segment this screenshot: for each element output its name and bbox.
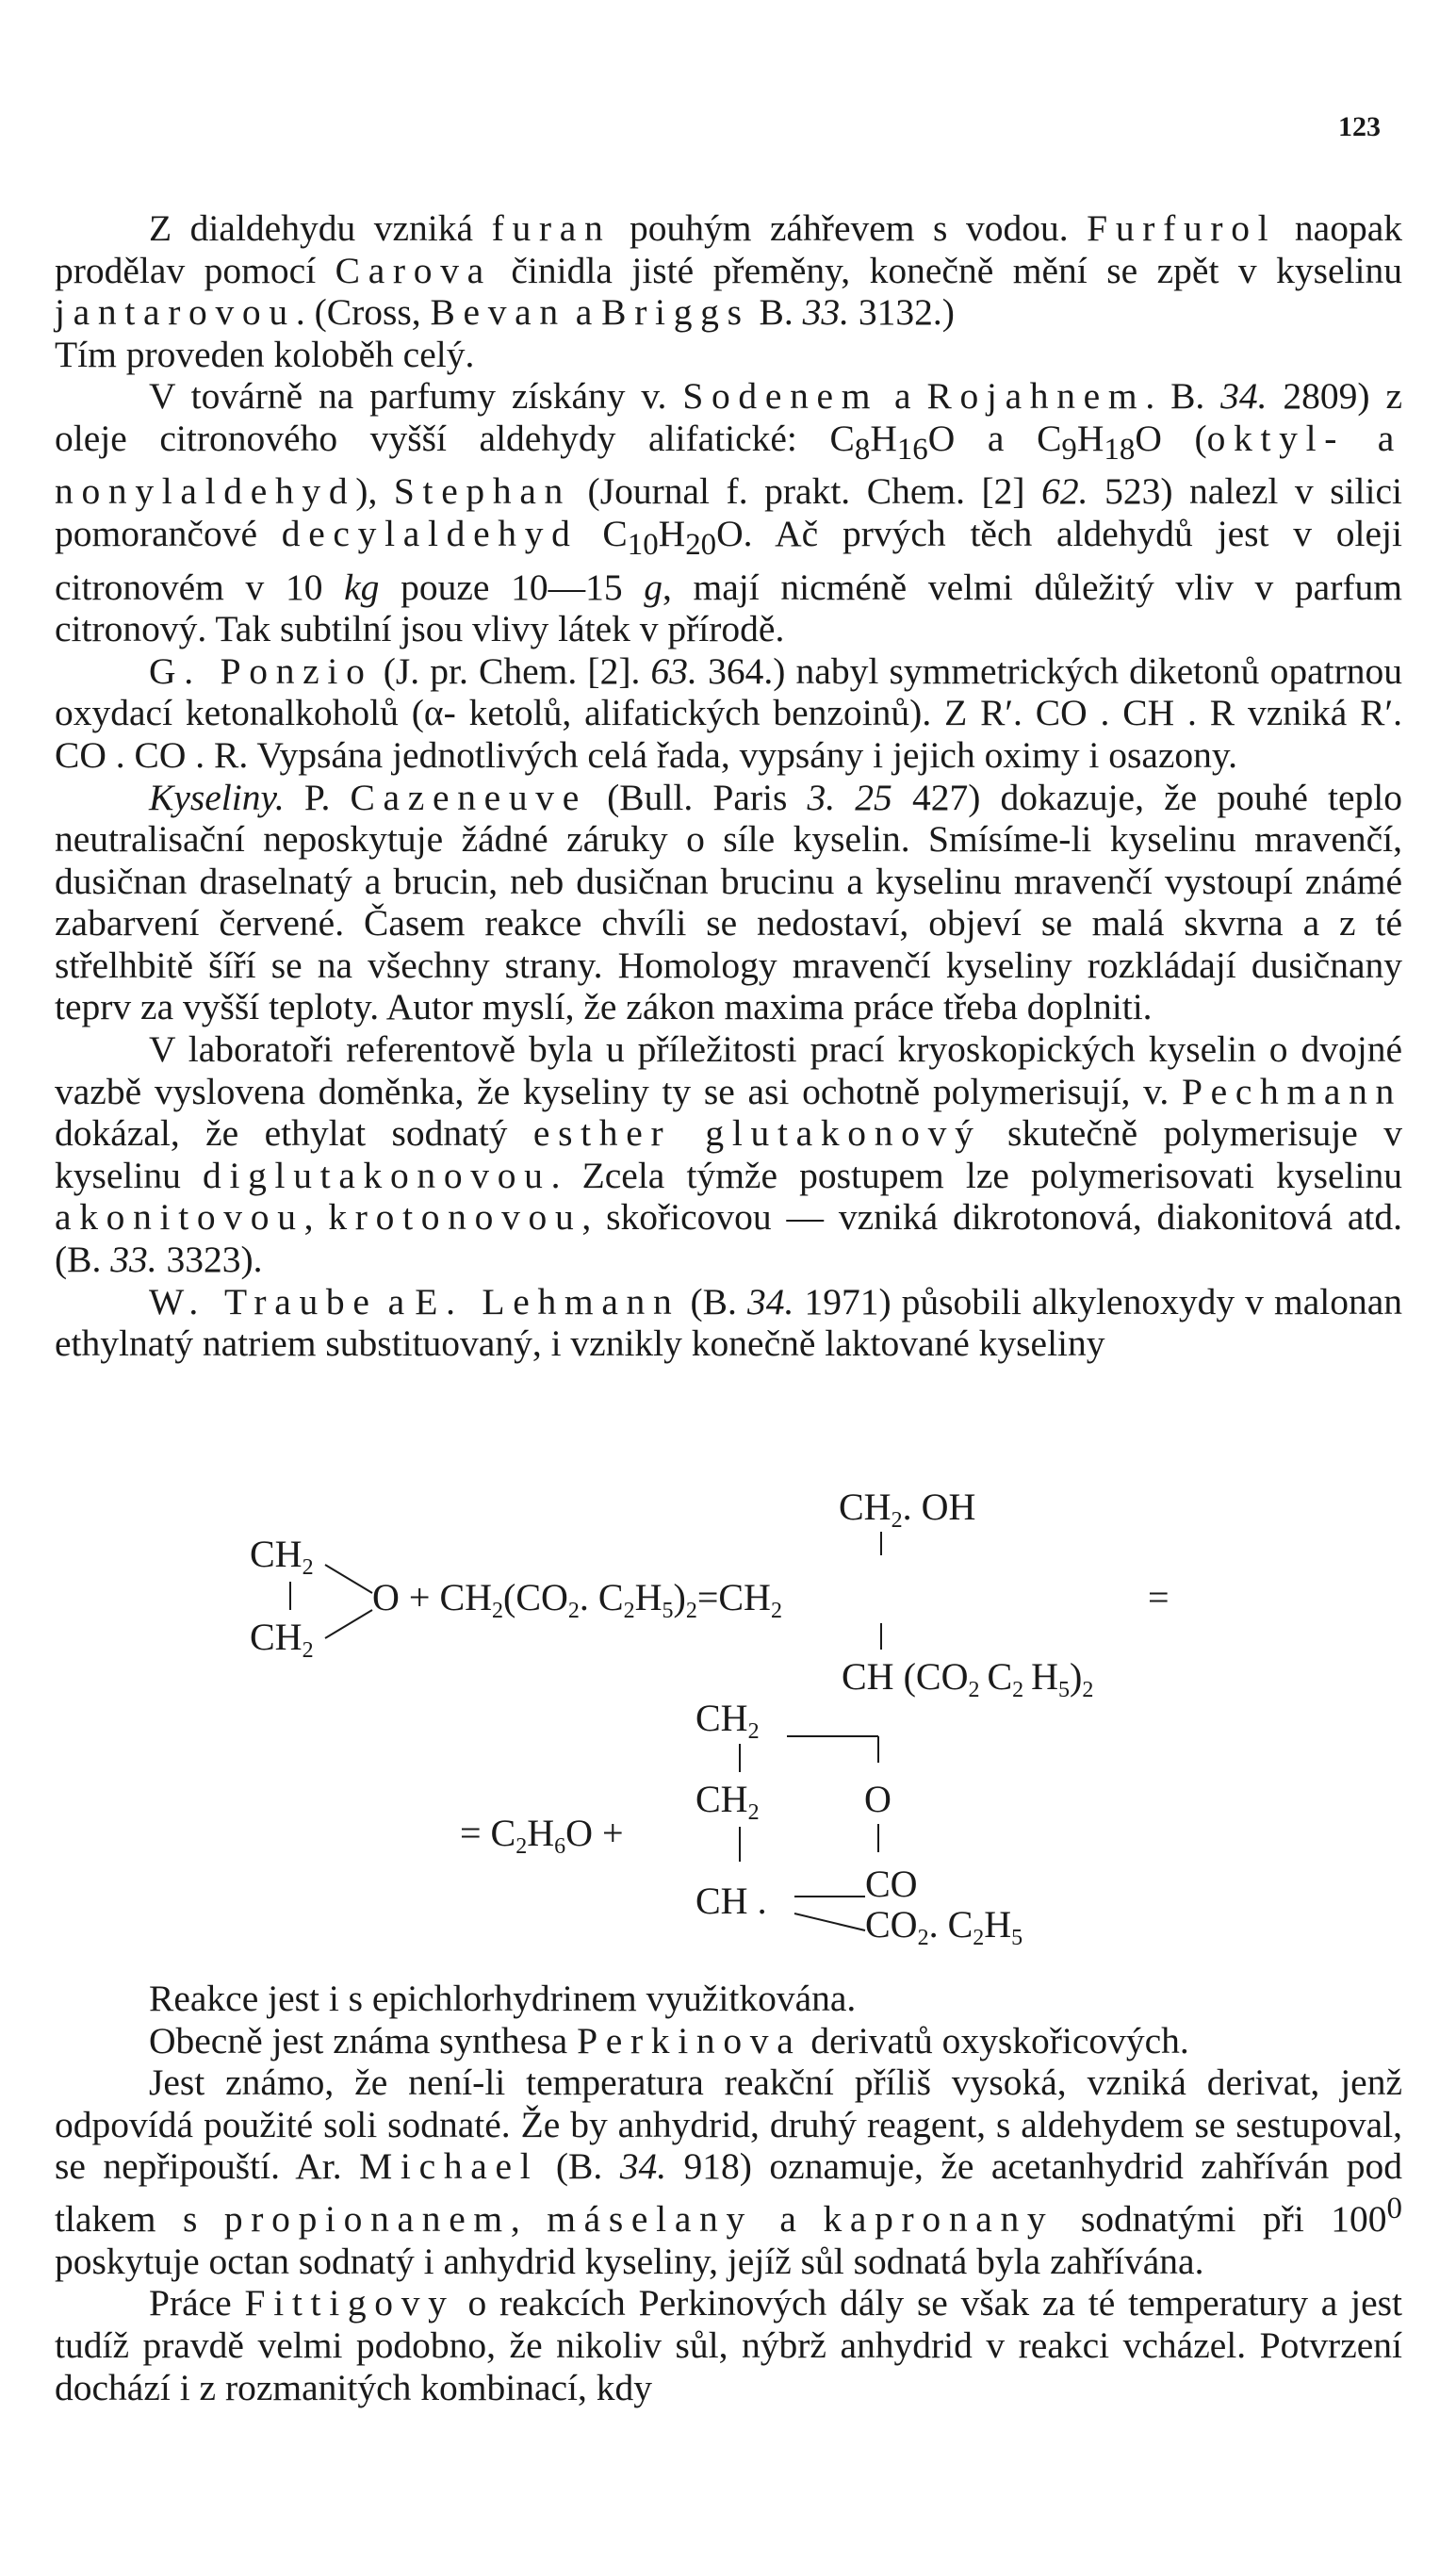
term-stephan: Stephan	[393, 470, 571, 513]
formula-text: . OH	[902, 1486, 976, 1528]
text: Práce	[149, 2282, 245, 2324]
term-nonylaldehyd: a nonylaldehyd	[55, 417, 1403, 513]
formula-text: =	[1148, 1576, 1170, 1618]
volume-ref: 63.	[650, 649, 697, 692]
term-diglutakonovou: diglutakonovou	[203, 1154, 551, 1196]
paragraph-fittig	[55, 2282, 1402, 2408]
formula-text: C	[987, 1655, 1013, 1698]
svg-text:O + CH2(CO2. C2H5)2=CH2	[372, 1576, 782, 1623]
term-maselany: máselany	[547, 2198, 753, 2241]
formula-text: =CH	[696, 1576, 771, 1618]
volume-ref: 33.	[110, 1239, 157, 1281]
text: H	[658, 513, 686, 555]
svg-text:= C2H6O +	[460, 1812, 624, 1859]
term-oktyl: oktyl-	[1206, 417, 1346, 459]
volume-ref: 34.	[619, 2145, 667, 2188]
subscript: 16	[896, 432, 928, 467]
term-pechmann: Pechmann	[1181, 1070, 1402, 1112]
formula-text: CH	[695, 1697, 748, 1739]
formula-subscript: 2	[1082, 1678, 1094, 1702]
text: (Bull. Paris	[586, 776, 808, 818]
formula-subscript: 5	[1058, 1678, 1071, 1702]
text-block-upper	[55, 207, 1402, 1365]
text: H	[1076, 417, 1104, 459]
formula-text: CH (CO	[842, 1655, 969, 1698]
formula-subscript: 5	[662, 1599, 674, 1623]
text: O (	[1135, 417, 1207, 459]
text: C	[578, 513, 628, 555]
unit-g: g	[644, 566, 663, 608]
text: Tím proveden koloběh celý.	[55, 333, 475, 375]
text: 3132.)	[849, 291, 955, 334]
text: ),	[355, 470, 394, 513]
term-lehmann: E. Lehmann	[415, 1280, 680, 1322]
volume-ref: 34.	[1220, 375, 1268, 418]
svg-text:CH2	[250, 1533, 314, 1580]
text: O. Ač prvých těch aldehydů jest v oleji citronovém v 10	[55, 513, 1402, 608]
text: V továrně na parfumy získány v.	[149, 375, 683, 418]
text: O a C	[927, 417, 1062, 459]
text: 523) nalezl v silici pomorančové	[55, 470, 1403, 555]
text: Obecně jest známa synthesa	[149, 2019, 578, 2061]
formula-text: = C	[460, 1812, 516, 1854]
formula-text: )	[673, 1576, 686, 1618]
text: B.	[749, 291, 803, 334]
paragraph-ponzio	[55, 650, 1402, 777]
term-carova: Carova	[335, 249, 492, 291]
text: a	[752, 2198, 824, 2241]
formula-text: H	[527, 1812, 555, 1854]
formula-text: H	[1031, 1655, 1059, 1698]
paragraph-perkin	[55, 2020, 1402, 2062]
term-furfurol: Furfurol	[1087, 207, 1277, 249]
formula-subscript: 2	[1012, 1678, 1024, 1702]
formula-text: . C	[928, 1903, 973, 1946]
paragraph-epichlorhydrin	[55, 1978, 1402, 2020]
term-furan: furan	[491, 207, 612, 249]
text: (B.	[679, 1280, 747, 1322]
formula-text: H	[634, 1576, 663, 1618]
formula-text: O + CH	[372, 1576, 493, 1618]
text: , skořicovou — vzniká dikrotonová, diakonitová atd. (B.	[55, 1196, 1402, 1281]
formula-subscript: 2	[623, 1599, 635, 1623]
text: poskytuje octan sodnatý i anhydrid kyseliny, jejíž sůl sodnatá byla zahřívána.	[55, 2240, 1204, 2282]
formula-text: CO	[865, 1903, 918, 1946]
formula-text: H	[984, 1903, 1012, 1946]
formula-text: CH	[839, 1486, 892, 1528]
volume-ref: 62.	[1041, 470, 1088, 513]
text: sodnatými při 100	[1054, 2198, 1387, 2241]
formula-subscript: 2	[891, 1508, 903, 1533]
term-propionanem: propionanem	[223, 2198, 511, 2241]
term-bevan: Bevan	[430, 291, 566, 334]
term-fittigovy: Fittigovy	[244, 2282, 455, 2324]
svg-text:CH2	[695, 1697, 760, 1744]
formula-subscript: 2	[685, 1599, 697, 1623]
term-kapronany: kapronany	[823, 2198, 1055, 2241]
paragraph-traube	[55, 1281, 1402, 1365]
text: . (Cross,	[295, 291, 431, 334]
term-ponzio: G. Ponzio	[149, 649, 373, 692]
term-krotonovou: krotonovou	[328, 1196, 582, 1239]
term-michael: Michael	[359, 2145, 539, 2188]
text: skutečně polymerisuje v kyselinu	[55, 1112, 1402, 1196]
formula-text: . C	[579, 1576, 624, 1618]
unit-kg: kg	[344, 566, 380, 608]
bond-line	[325, 1565, 372, 1593]
bond-line	[794, 1913, 865, 1930]
text: 1971) působili alkylenoxydy v malonan ethylnatý natriem substituovaný, i vznikly konečně laktované kyseliny	[55, 1280, 1402, 1365]
text: o reakcích Perkinových dály se však za té temperatury a jest tudíž pravdě velmi podobno, že nikoliv sůl, nýbrž anhydrid v reakci vcházel. Potvrzení dochází i z rozmanitých kombinací, kdy	[55, 2282, 1402, 2408]
text: 918) oznamuje, že acetanhydrid zahříván pod tlakem s	[55, 2145, 1402, 2241]
svg-text:CH2	[695, 1778, 760, 1825]
term-rojahnem: Rojahnem	[926, 375, 1146, 418]
formula-subscript: 2	[302, 1638, 314, 1663]
formula-subscript: 6	[554, 1834, 566, 1859]
text: (J. pr. Chem. [2].	[372, 649, 651, 692]
formula-subscript: 2	[567, 1599, 580, 1623]
text: V laboratoři referentově byla u příležitosti prací kryoskopických kyselin o dvojné vazbě vyslovena doměnka, že kyseliny ty se asi ochotně polymerisují, v.	[55, 1028, 1402, 1112]
formula-subscript: 2	[747, 1719, 760, 1744]
text: (Journal f. prakt. Chem. [2]	[570, 470, 1042, 513]
text: a	[377, 1280, 416, 1322]
text: P.	[284, 776, 351, 818]
formula-subscript: 2	[302, 1555, 314, 1580]
text: Reakce jest i s epichlorhydrinem využitkována.	[149, 1978, 857, 2019]
volume-ref: 33.	[802, 291, 850, 334]
paragraph-parfumy	[55, 375, 1402, 649]
text: Z dialdehydu vzniká	[149, 207, 492, 249]
formula-subscript: 2	[917, 1926, 929, 1950]
formula-text: CH	[695, 1778, 748, 1820]
text: a	[565, 291, 602, 334]
text: ,	[510, 2198, 548, 2241]
subscript: 20	[685, 527, 717, 562]
text: . Zcela týmže postupem lze polymerisovati kyselinu	[550, 1154, 1402, 1196]
text: činidla jisté přeměny, konečně mění se	[491, 249, 1138, 291]
paragraph-kyseliny	[55, 777, 1402, 1029]
svg-text:CH (CO2C2H5)2	[842, 1655, 1093, 1702]
text: naopak prodělav pomocí	[55, 207, 1402, 291]
formula-subscript: 2	[770, 1599, 782, 1623]
formula-text: CH	[250, 1533, 303, 1575]
formula-subscript: 2	[968, 1678, 980, 1702]
term-traube: W. Traube	[149, 1280, 378, 1322]
volume-ref: 3. 25	[807, 776, 892, 818]
formula-text: )	[1070, 1655, 1083, 1698]
paragraph-furan	[55, 207, 1402, 334]
term-decylaldehyd: decylaldehyd	[281, 513, 579, 555]
subscript: 18	[1104, 432, 1136, 467]
formula-text: O	[864, 1778, 892, 1820]
svg-text:CO2. C2H5	[865, 1903, 1022, 1950]
page-number: 123	[1338, 111, 1381, 142]
term-perkinova: Perkinova	[577, 2019, 802, 2061]
formula-subscript: 5	[1011, 1926, 1023, 1950]
text: a	[878, 375, 927, 418]
formula-text: CO	[865, 1863, 918, 1905]
subscript: 10	[627, 527, 659, 562]
heading-kyseliny: Kyseliny.	[149, 776, 285, 818]
svg-text:CH2	[250, 1616, 314, 1663]
text: 364.) nabyl symmetrických diketonů opatrnou oxydací ketonalkoholů (α- ketolů, alifatických benzoinů). Z R′. CO . CH . R vzniká R′. CO . CO . R. Vypsána jednotlivých celá řada, vypsány i jejich oximy i osazony.	[55, 649, 1402, 776]
term-akonitovou: akonitovou	[55, 1196, 304, 1239]
formula-subscript: 2	[515, 1834, 528, 1859]
term-esther-glutakonovy: esther glutakonový	[532, 1112, 982, 1155]
paragraph-michael	[55, 2061, 1402, 2282]
text: , mají nicméně velmi důležitý vliv v parfum citronový. Tak subtilní jsou vlivy látek v přírodě.	[55, 566, 1402, 650]
paragraph-laboratori	[55, 1028, 1402, 1281]
text: dokázal, že ethylat sodnatý	[55, 1112, 533, 1155]
formula-text: (CO	[503, 1576, 568, 1618]
text: Jest známo, že není-li temperatura reakční příliš vysoká, vzniká derivat, jenž odpovídá použité soli sodnaté. Že by anhydrid, druhý reagent, s aldehydem se sestupoval, se nepřipouští. Ar.	[55, 2061, 1402, 2188]
subscript: 9	[1061, 432, 1077, 467]
formula-subscript: 2	[747, 1800, 760, 1825]
text: pouhým záhřevem s vodou.	[611, 207, 1088, 249]
text: (B.	[538, 2145, 620, 2188]
bond-line	[325, 1610, 372, 1638]
formula-text: CH .	[695, 1880, 767, 1922]
term-jantarovou: jantarovou	[55, 291, 296, 334]
formula-text: O +	[565, 1812, 624, 1854]
text: . B.	[1145, 375, 1221, 418]
term-briggs: Briggs	[601, 291, 750, 334]
text: 427) dokazuje, že pouhé teplo neutralisační neposkytuje žádné záruky o síle kyselin. Smísíme-li kyselinu mravenčí, dusičnan draselnatý a brucin, neb dusičnan brucinu a kyselinu mravenčí vystoupí známé zabarvení červené. Časem reakce chvíli se nedostaví, objeví se malá skvrna a z té střelhbitě šíří se na všechny strany. Homology mravenčí kyseliny rozkládají dusičnany teprv za vyšší teploty. Autor myslí, že zákon maxima práce třeba doplniti.	[55, 776, 1402, 1028]
text-block-lower	[55, 1978, 1402, 2408]
text: pouze 10—15	[379, 566, 645, 608]
text: ,	[303, 1196, 329, 1239]
formula-subscript: 2	[973, 1926, 985, 1950]
paragraph-koloběh	[55, 334, 1402, 376]
subscript: 8	[854, 432, 871, 467]
term-sodenem: Sodenem	[682, 375, 879, 418]
formula-text: CH	[250, 1616, 303, 1658]
formula-subscript: 2	[492, 1599, 504, 1623]
term-cazeneuve: Cazeneuve	[350, 776, 587, 818]
text: 2809) z oleje citronového vyšší aldehydy alifatické: C	[55, 375, 1402, 459]
text: H	[870, 417, 897, 459]
text: 3323).	[156, 1239, 263, 1281]
svg-text:CH2. OH	[839, 1486, 975, 1533]
volume-ref: 34.	[746, 1280, 794, 1322]
text: zpět v kyselinu	[1156, 249, 1402, 291]
superscript: 0	[1386, 2191, 1402, 2225]
text: derivatů oxyskořicových.	[801, 2019, 1189, 2061]
